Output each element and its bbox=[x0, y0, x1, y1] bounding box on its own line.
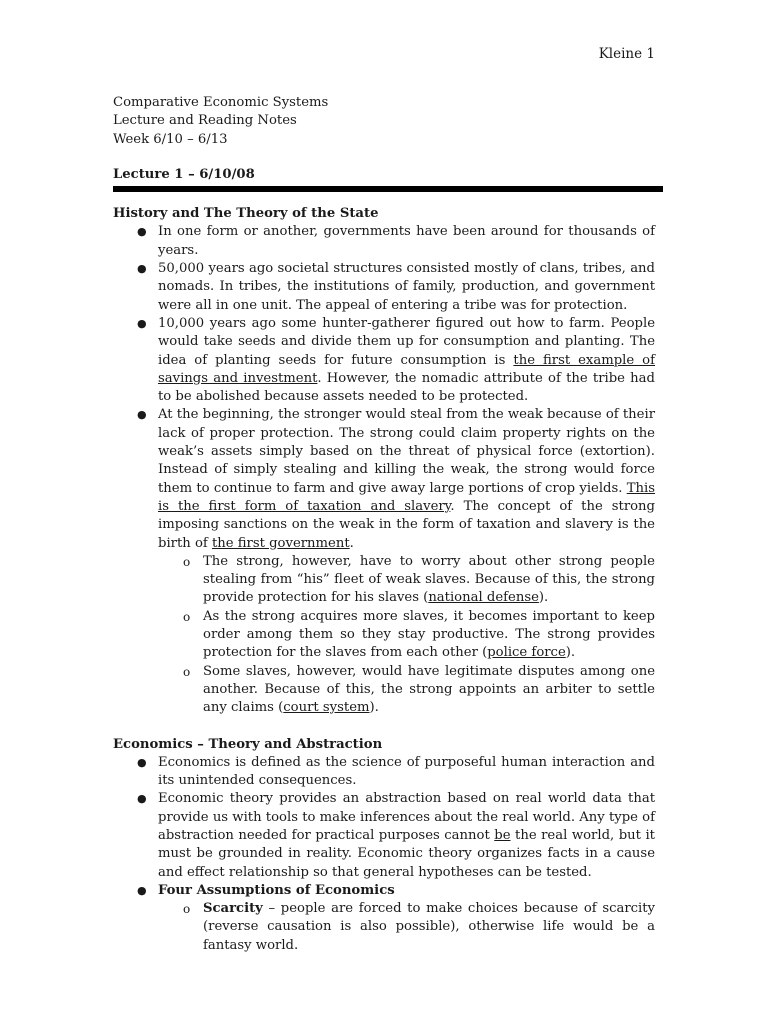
underlined-term: police force bbox=[487, 645, 566, 661]
bullet-text: . However, the nomadic attribute of the tribe had to be abolished because assets needed to be protected. bbox=[158, 370, 655, 405]
section-spacer bbox=[113, 718, 655, 736]
page-header-label: Kleine 1 bbox=[598, 46, 655, 62]
list-item bbox=[113, 406, 655, 717]
bullet-text: At the beginning, the stronger would steal from the weak because of their lack of proper protection. The strong could claim property rights on the weak’s assets simply based on the threat of physical force (extortion). Instead of simply stealing and killing the weak, the strong would force them to continue to farm and give away large portions of crop yields. bbox=[158, 407, 655, 496]
sub-list-item bbox=[158, 900, 655, 955]
underlined-term: This is the first form of taxation and slavery bbox=[158, 480, 655, 514]
document-body bbox=[113, 94, 655, 955]
sub-bullet-list bbox=[158, 553, 655, 718]
lecture-heading: Lecture 1 – 6/10/08 bbox=[113, 166, 255, 182]
sub-bullet-icon: o bbox=[183, 554, 191, 569]
sub-bullet-list bbox=[158, 900, 655, 955]
bullet-icon: ● bbox=[137, 408, 147, 422]
underlined-term: court system bbox=[283, 700, 370, 716]
document-type: Lecture and Reading Notes bbox=[113, 113, 297, 129]
underlined-term: national defense bbox=[428, 590, 539, 606]
sub-bullet-text: ). bbox=[565, 645, 576, 661]
underlined-term: be bbox=[494, 827, 511, 843]
sub-list-item bbox=[158, 553, 655, 608]
list-item bbox=[113, 882, 655, 955]
heading-rule bbox=[113, 186, 663, 192]
bullet-text: Economics is defined as the science of purposeful human interaction and its unintended consequences. bbox=[158, 754, 655, 789]
sub-bullet-text: The strong, however, have to worry about other strong people stealing from “his” fleet of weak slaves. Because of this, the strong provide protection for his slaves ( bbox=[203, 553, 655, 606]
bold-term: Scarcity bbox=[203, 901, 263, 917]
list-item bbox=[113, 754, 655, 791]
sub-bullet-icon: o bbox=[183, 664, 191, 679]
sub-list-item bbox=[158, 663, 655, 718]
bullet-icon: ● bbox=[137, 225, 147, 239]
bullet-icon: ● bbox=[137, 792, 147, 806]
bullet-text: 10,000 years ago some hunter-gatherer figured out how to farm. People would take seeds and divide them up for consumption and planting. The idea of planting seeds for future consumption is bbox=[158, 315, 655, 368]
sub-bullet-text: Some slaves, however, would have legitimate disputes among one another. Because of this, the strong appoints an arbiter to settle any claims ( bbox=[203, 663, 655, 716]
bullet-text: . bbox=[349, 535, 354, 551]
bullet-text: Economic theory provides an abstraction based on real world data that provide us with tools to make inferences about the real world. Any type of abstraction needed for practical purposes cannot bbox=[158, 791, 655, 843]
underlined-term: the first government bbox=[211, 535, 350, 551]
course-title: Comparative Economic Systems bbox=[113, 95, 329, 110]
week-range: Week 6/10 – 6/13 bbox=[113, 131, 228, 147]
list-item bbox=[113, 315, 655, 406]
list-item bbox=[113, 260, 655, 315]
bullet-icon: ● bbox=[137, 316, 147, 330]
sub-bullet-text: – people are forced to make choices because of scarcity (reverse causation is also possible), otherwise life would be a fantasy world. bbox=[203, 901, 655, 953]
bullet-text: . The concept of the strong imposing sanctions on the weak in the form of taxation and slavery is the birth of bbox=[158, 498, 655, 551]
sub-bullet-icon: o bbox=[183, 609, 191, 624]
bullet-icon: ● bbox=[137, 262, 147, 276]
sub-list-item bbox=[158, 608, 655, 663]
sub-bullet-text: ). bbox=[538, 590, 549, 606]
section-heading-economics: Economics – Theory and Abstraction bbox=[113, 736, 383, 752]
bullet-icon: ● bbox=[137, 755, 147, 769]
bullet-icon: ● bbox=[137, 883, 147, 897]
sub-bullet-text: As the strong acquires more slaves, it becomes important to keep order among them so they stay productive. The strong provides protection for the slaves from each other ( bbox=[203, 608, 655, 661]
list-item bbox=[113, 790, 655, 881]
section-heading-history: History and The Theory of the State bbox=[113, 206, 379, 222]
sub-bullet-text: ). bbox=[369, 700, 379, 716]
history-bullet-list bbox=[113, 223, 655, 717]
underlined-term: the first example of savings and investment bbox=[158, 352, 656, 386]
economics-bullet-list bbox=[113, 754, 655, 955]
bold-bullet-text: Four Assumptions of Economics bbox=[158, 882, 395, 898]
bullet-text: In one form or another, governments have been around for thousands of years. bbox=[158, 224, 655, 258]
list-item bbox=[113, 223, 655, 260]
bullet-text: the real world, but it must be grounded in reality. Economic theory organizes facts in a cause and effect relationship so that general hypotheses can be tested. bbox=[158, 827, 655, 880]
bullet-text: 50,000 years ago societal structures consisted mostly of clans, tribes, and nomads. In tribes, the institutions of family, production, and government were all in one unit. The appeal of entering a tribe was for protection. bbox=[158, 261, 655, 313]
sub-bullet-icon: o bbox=[183, 902, 191, 917]
